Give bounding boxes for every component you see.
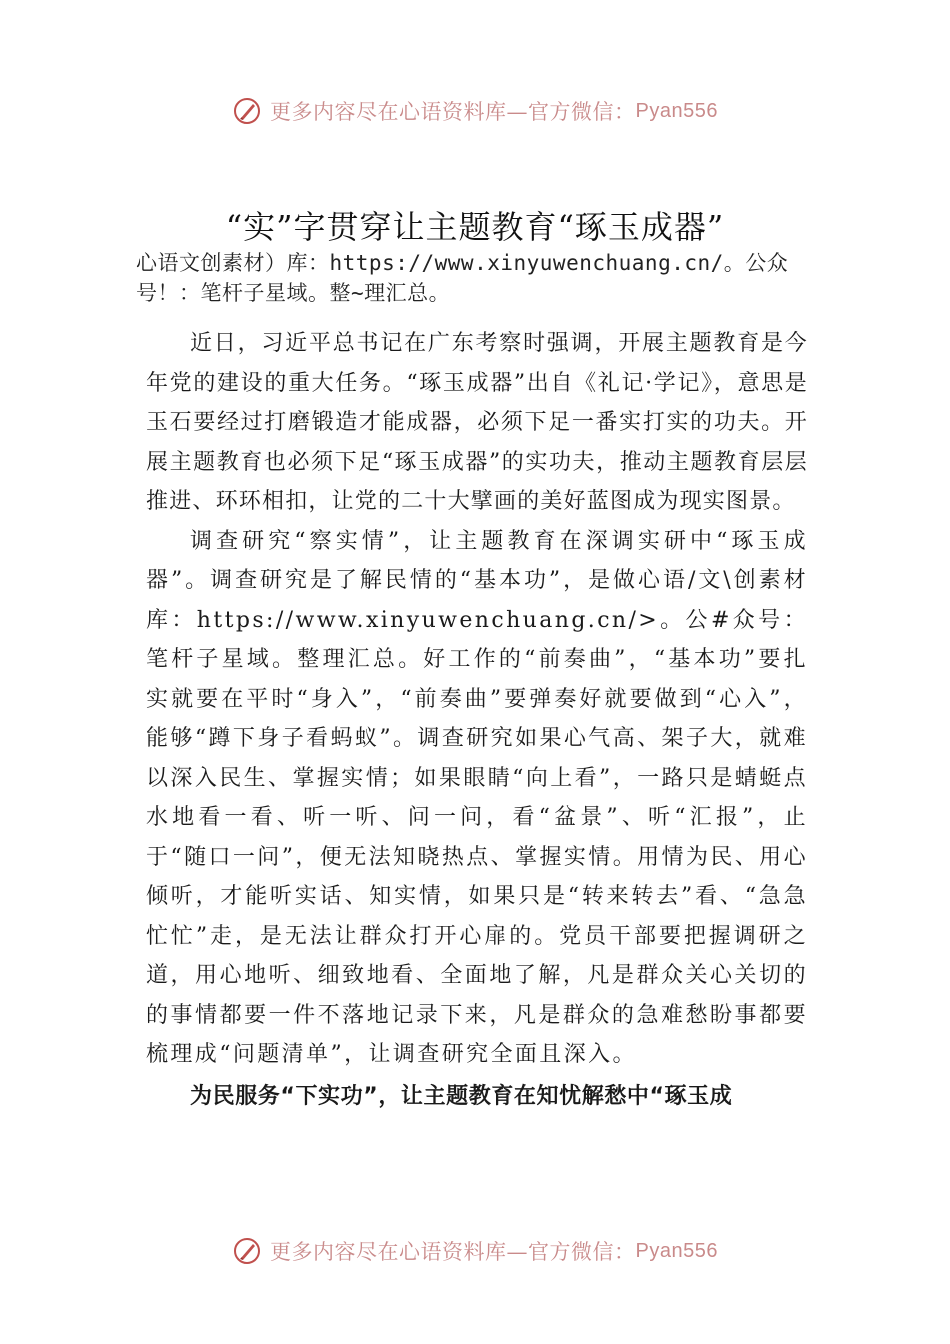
banner-wechat-id: Pyan556 [635,1239,718,1262]
banner-text: 更多内容尽在心语资料库—官方微信： [270,100,636,124]
paragraph-1: 近日，习近平总书记在广东考察时强调，开展主题教育是今年党的建设的重大任务。“琢玉成器”出自《礼记·学记》，意思是玉石要经过打磨锻造才能成器，必须下足一番实打实的功夫。开展主题教育也必须下足“琢玉成器”的实功夫，推动主题教育层层推进、环环相扣，让党的二十大擘画的美好蓝图成为现实图景。 [146,331,808,514]
article-title: “实”字贯穿让主题教育“琢玉成器” [225,208,725,246]
quill-pen-logo-icon [232,96,262,126]
header-watermark-banner [0,96,950,126]
section-heading-paragraph: 为民服务“下实功”，让主题教育在知忧解愁中“琢玉成 [190,1083,733,1109]
footer-watermark-banner [0,1236,950,1266]
article-body [146,324,808,1116]
banner-text: 更多内容尽在心语资料库—官方微信： [270,1240,636,1264]
source-line: 心语文创素材）库：https://www.xinyuwenchuang.cn/。公众号！：笔杆子星域。整~理汇总。 [136,251,789,305]
banner-wechat-id: Pyan556 [635,99,718,122]
quill-pen-logo-icon [232,1236,262,1266]
paragraph-2: 调查研究“察实情”，让主题教育在深调实研中“琢玉成器”。调查研究是了解民情的“基本功”，是做心语/文\创素材库：https://www.xinyuwenchuang.cn/>。公#众号：笔杆子星域。整理汇总。好工作的“前奏曲”，“基本功”要扎实就要在平时“身入”，“前奏曲”要弹奏好就要做到“心入”，能够“蹲下身子看蚂蚁”。调查研究如果心气高、架子大，就难以深入民生、掌握实情；如果眼睛“向上看”，一路只是蜻蜓点水地看一看、听一听、问一问，看“盆景”、听“汇报”，止于“随口一问”，便无法知晓热点、掌握实情。用情为民、用心倾听，才能听实话、知实情，如果只是“转来转去”看、“急急忙忙”走，是无法让群众打开心扉的。党员干部要把握调研之道，用心地听、细致地看、全面地了解，凡是群众关心关切的的事情都要一件不落地记录下来，凡是群众的急难愁盼事都要梳理成“问题清单”，让调查研究全面且深入。 [146,528,808,1067]
